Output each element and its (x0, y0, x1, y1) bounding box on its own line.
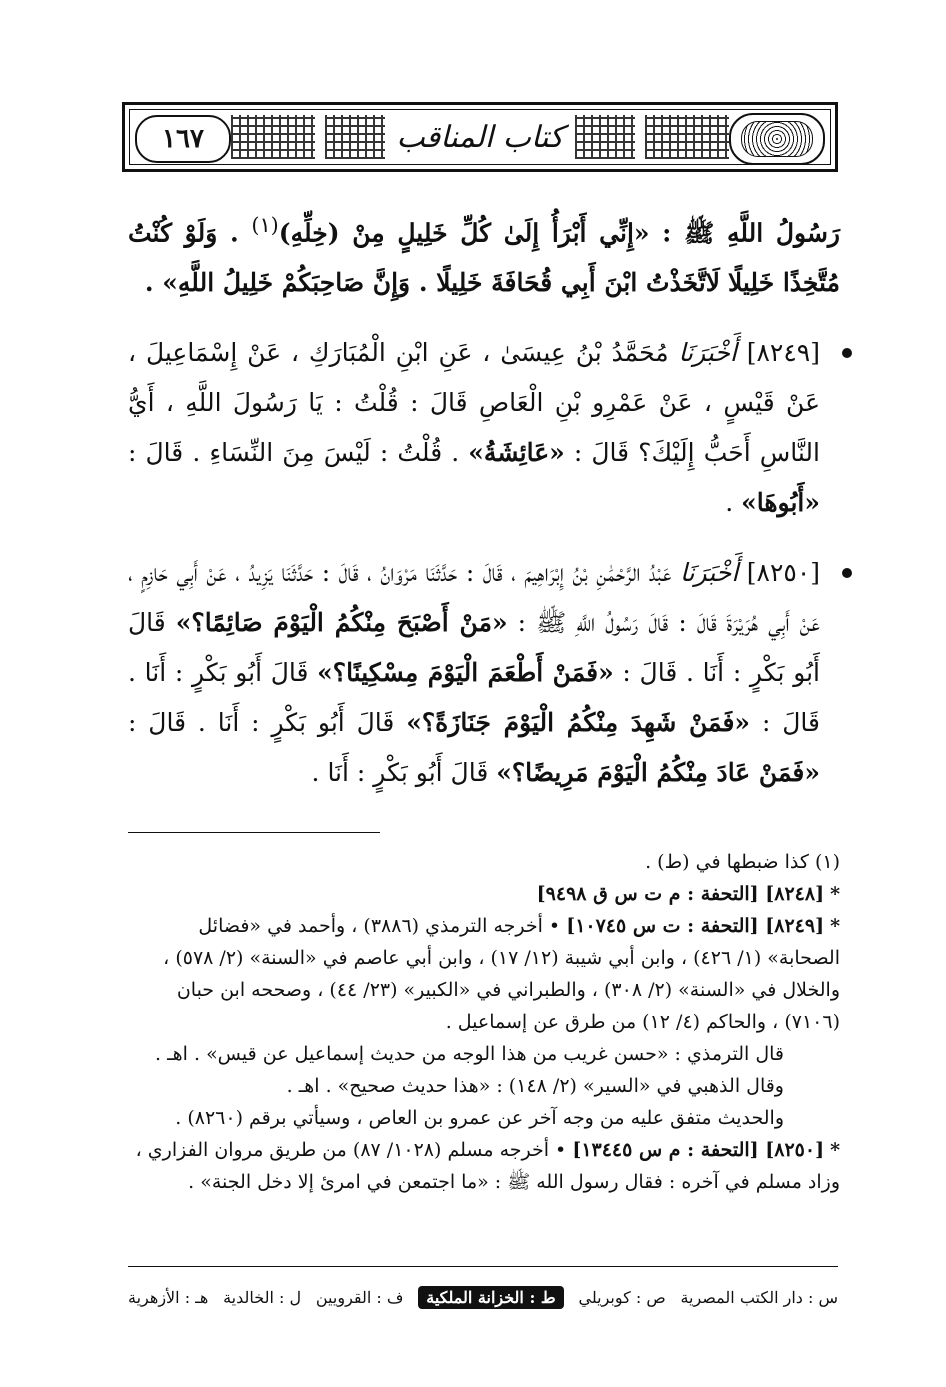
paragraph-continuation (128, 200, 840, 308)
continuation-line-1-cont: . وَلَوْ كُنْتُ مُتَّخِذًا خَلِيلًا (128, 218, 840, 298)
ornament-right-icon (645, 115, 729, 159)
main-text (128, 200, 840, 818)
legend-rule (128, 1266, 838, 1267)
question-3: «فَمَنْ شَهِدَ مِنْكُمُ الْيَوْمَ جَنَازَةً؟» (406, 708, 751, 738)
publisher-emblem-icon (729, 113, 825, 165)
answer-2: قَالَ أَبُو بَكْرٍ : أَنَا . قَالَ : (128, 658, 820, 738)
continuation-line-2: لَاتَّخَذْتُ ابْنَ أَبِي قُحَافَةَ خَلِيلًا . وَإِنَّ صَاحِبَكُمْ خَلِيلُ اللَّهِ» . (144, 268, 720, 298)
question-4: «فَمَنْ عَادَ مِنْكُمُ الْيَوْمَ مَرِيضًا؟» (496, 758, 820, 788)
hadith-8249 (128, 328, 840, 528)
ornament-mid-right-icon (575, 115, 635, 159)
akhbarana: أَخْبَرَنَا (679, 558, 739, 588)
hadith-8250 (128, 548, 840, 798)
page-number: ١٦٧ (135, 115, 231, 163)
footnote-mark: (١) (251, 213, 279, 237)
page-header (122, 102, 838, 172)
note-8249-sub-2: وقال الذهبي في «السير» (٢/ ١٤٨) : «هذا حديث صحيح» . اهـ . (286, 1075, 784, 1097)
bullet-icon (842, 568, 852, 578)
note-8248-head: [٨٢٤٨] [التحفة : م ت س ق ٩٤٩٨] (536, 883, 825, 905)
note-8250-head: [٨٢٥٠] [التحفة : م س ١٣٤٤٥] (572, 1139, 825, 1161)
note-8249-body: • أخرجه الترمذي (٣٨٨٦) ، وأحمد في «فضائل الصحابة» (١/ ٤٢٦) ، وابن أبي شيبة (١٢/ ١٧) ، وابن أبي عاصم في «السنة» (٢/ ٥٧٨) ، والخلال في «السنة» (٢/ ٣٠٨) ، والطبراني في «الكبير» (٢٣/ ٤٤) ، وصححه ابن حبان (٧١٠٦) ، والحاكم (٤/ ١٢) من طرق عن إسماعيل . (163, 915, 840, 1033)
hadith-text-cont: . قُلْتُ : لَيْسَ مِنَ النِّسَاءِ . قَالَ : (128, 438, 469, 468)
legend-fa: ف : القرويين (315, 1288, 404, 1307)
note-8249-head: [٨٢٤٩] [التحفة : ت س ١٠٧٤٥] (566, 915, 825, 937)
hadith-number: [٨٢٤٩] (746, 338, 820, 368)
emblem-inner-icon (741, 121, 813, 157)
legend-ta: ط : الخزانة الملكية (418, 1286, 563, 1309)
akhbarana: أَخْبَرَنَا (678, 338, 737, 368)
quote-aisha: «عَائِشَةُ» (468, 438, 565, 468)
bullet-icon (842, 348, 852, 358)
note-8250-body: • أخرجه مسلم (١٠٢٨/ ٨٧) من طريق مروان الفزاري ، وزاد مسلم في آخره : فقال رسول الله ﷺ : «ما اجتمعن في امرئ إلا دخل الجنة» . (135, 1139, 840, 1193)
legend-ha: هـ : الأزهرية (128, 1288, 209, 1307)
ornament-left-icon (231, 115, 315, 159)
hadith-end: . (725, 488, 742, 518)
question-1: «مَنْ أَصْبَحَ مِنْكُمُ الْيَوْمَ صَائِمًا؟» (175, 608, 508, 638)
note-8248 (128, 878, 840, 910)
star-icon: * (830, 883, 840, 905)
quote-abuha: «أَبُوهَا» (741, 488, 820, 518)
hadith-text: مُحَمَّدُ بْنُ عِيسَىٰ ، عَنِ ابْنِ الْمُبَارَكِ ، عَنْ إِسْمَاعِيلَ ، عَنْ قَيْسٍ ، عَنْ عَمْرِو بْنِ الْعَاصِ قَالَ : قُلْتُ : يَا رَسُولَ اللَّهِ ، أَيُّ النَّاسِ أَحَبُّ إِلَيْكَ؟ قَالَ : (128, 338, 820, 468)
answer-3: قَالَ أَبُو بَكْرٍ : أَنَا . قَالَ : (128, 708, 407, 738)
note-8249 (128, 910, 840, 1038)
legend-sad: ص : كوبريلي (578, 1288, 666, 1307)
footnote-1: (١) كذا ضبطها في (ط) . (645, 851, 840, 873)
legend-s: س : دار الكتب المصرية (680, 1288, 838, 1307)
answer-1: قَالَ أَبُو بَكْرٍ : أَنَا . قَالَ : (128, 608, 821, 688)
footnotes (128, 846, 840, 1198)
hadith-number: [٨٢٥٠] (746, 558, 821, 588)
answer-4: قَالَ أَبُو بَكْرٍ : أَنَا . (311, 758, 497, 788)
note-8249-sub-3: والحديث متفق عليه من وجه آخر عن عمرو بن العاص ، وسيأتي برقم (٨٢٦٠) . (175, 1107, 784, 1129)
legend-lam: ل : الخالدية (223, 1288, 302, 1307)
star-icon: * (830, 915, 840, 937)
ornament-mid-left-icon (325, 115, 385, 159)
hadith-text: عَبْدُ الرَّحْمَٰنِ بْنُ إِبْرَاهِيمَ ، قَالَ : حَدَّثَنَا مَرْوَانُ ، قَالَ : حَدَّثَنَا يَزِيدُ ، عَنْ أَبِي حَازِمٍ ، عَنْ أَبِي هُرَيْرَةَ قَالَ : قَالَ رَسُولُ اللَّهِ ﷺ : (128, 558, 821, 638)
continuation-line-1: رَسُولُ اللَّهِ ﷺ : «إِنِّي أَبْرَأُ إِلَىٰ كُلِّ خَلِيلٍ مِنْ (خِلِّهِ) (278, 218, 840, 248)
star-icon: * (830, 1139, 840, 1161)
note-8250 (128, 1134, 840, 1198)
manuscript-legend (128, 1286, 838, 1309)
question-2: «فَمَنْ أَطْعَمَ الْيَوْمَ مِسْكِينًا؟» (317, 658, 614, 688)
footnote-divider (128, 832, 380, 833)
note-8249-sub-1: قال الترمذي : «حسن غريب من هذا الوجه من حديث إسماعيل عن قيس» . اهـ . (155, 1043, 784, 1065)
book-title: كتاب المناقب (393, 115, 567, 159)
